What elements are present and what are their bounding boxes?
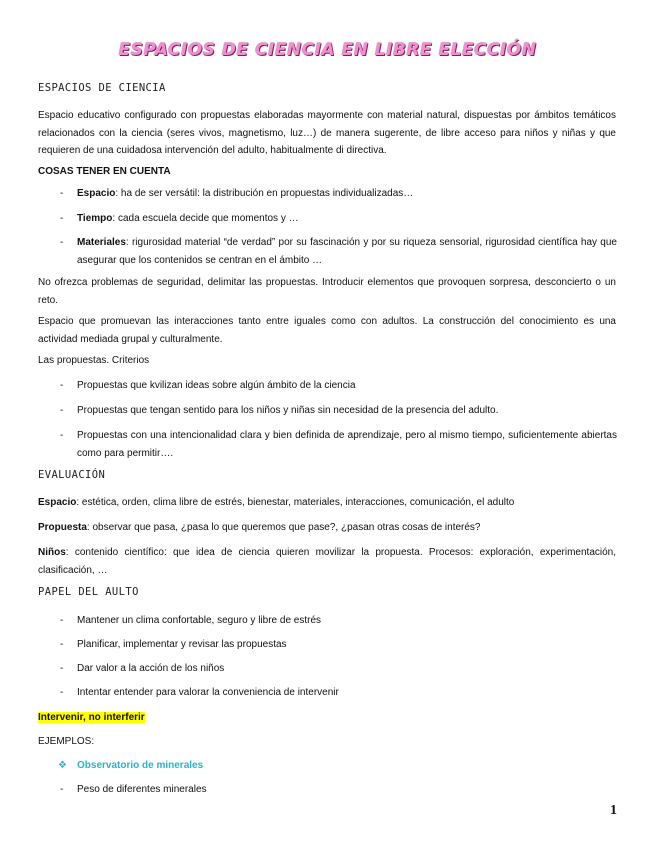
list-item-tiempo xyxy=(77,210,617,228)
list-item-papel: Intentar entender para valorar la conveniencia de intervenir xyxy=(77,687,339,698)
bullet-dash: - xyxy=(60,188,64,199)
section-heading-espacios: ESPACIOS DE CIENCIA xyxy=(38,82,166,94)
highlight-note xyxy=(38,709,145,727)
list-item-criterio: Propuestas con una intencionalidad clara y bien definida de aprendizaje, pero al mismo tiempo, suficientemente abiertas como para permitir…. xyxy=(77,430,617,459)
evaluacion-row xyxy=(38,519,616,537)
list-item-materiales xyxy=(77,234,617,269)
bullet-dash: - xyxy=(60,687,64,698)
bullet-dash: - xyxy=(60,615,64,626)
diamond-bullet-icon: ❖ xyxy=(58,760,67,771)
page-title: ESPACIOS DE CIENCIA EN LIBRE ELECCIÓN xyxy=(118,40,537,60)
item-text: : cada escuela decide que momentos y … xyxy=(112,213,299,224)
list-item-criterio: Propuestas que tengan sentido para los niños y niñas sin necesidad de la presencia del adulto. xyxy=(77,405,499,416)
list-item-espacio xyxy=(77,185,617,203)
list-item-papel: Planificar, implementar y revisar las propuestas xyxy=(77,639,287,650)
evaluacion-row xyxy=(38,544,616,579)
bullet-dash: - xyxy=(60,639,64,650)
page-number: 1 xyxy=(610,803,617,818)
item-text: : rigurosidad material “de verdad” por su fascinación y por su riqueza sensorial, rigurosidad científica hay que asegurar que los contenidos se centran en el ámbito … xyxy=(77,237,617,266)
section-heading-papel: PAPEL DEL AULTO xyxy=(38,586,139,598)
row-text: : estética, orden, clima libre de estrés, bienestar, materiales, interacciones, comunicación, el adulto xyxy=(76,497,515,508)
item-text: : ha de ser versátil: la distribución en propuestas individualizadas… xyxy=(115,188,414,199)
paragraph-interacciones: Espacio que promuevan las interacciones tanto entre iguales como con adultos. La construcción del conocimiento es una actividad mediada grupal y culturalmente. xyxy=(38,316,616,345)
bullet-dash: - xyxy=(60,237,64,248)
row-text: : observar que pasa, ¿pasa lo que queremos que pase?, ¿pasan otras cosas de interés? xyxy=(86,522,481,533)
intro-paragraph: Espacio educativo configurado con propuestas elaboradas mayormente con material natural, dispuestas por ámbitos temáticos relacionados con la ciencia (seres vivos, magnetismo, luz…) de manera sugerente, de libre acceso para niños y niñas y que requieren de una cuidadosa intervención del adulto, habitualmente di directiva. xyxy=(38,110,616,156)
term: Espacio xyxy=(77,188,116,199)
row-text: : contenido científico: que idea de ciencia quieren movilizar la propuesta. Procesos: exploración, experimentación, clasificación, … xyxy=(38,547,616,576)
bullet-dash: - xyxy=(60,430,64,441)
list-item-ejemplo: Peso de diferentes minerales xyxy=(77,784,207,795)
bullet-dash: - xyxy=(60,663,64,674)
term: Niños xyxy=(38,547,66,558)
term: Tiempo xyxy=(77,213,113,224)
criterios-label: Las propuestas. Criterios xyxy=(38,355,150,366)
term: Materiales xyxy=(77,237,126,248)
bullet-dash: - xyxy=(60,405,64,416)
ejemplos-label: EJEMPLOS: xyxy=(38,736,95,747)
cosas-heading: COSAS TENER EN CUENTA xyxy=(38,166,171,177)
bullet-dash: - xyxy=(60,784,64,795)
list-item-papel: Mantener un clima confortable, seguro y libre de estrés xyxy=(77,615,322,626)
example-subheading: Observatorio de minerales xyxy=(77,760,204,771)
bullet-dash: - xyxy=(60,213,64,224)
bullet-dash: - xyxy=(60,380,64,391)
section-heading-evaluacion: EVALUACIÓN xyxy=(38,469,106,481)
list-item-papel: Dar valor a la acción de los niños xyxy=(77,663,225,674)
term: Espacio xyxy=(38,497,77,508)
evaluacion-row xyxy=(38,494,616,512)
list-item-criterio: Propuestas que kvilizan ideas sobre algún ámbito de la ciencia xyxy=(77,380,356,391)
paragraph-seguridad: No ofrezca problemas de seguridad, delimitar las propuestas. Introducir elementos que provoquen sorpresa, desconcierto o un reto. xyxy=(38,277,616,306)
highlighted-text: Intervenir, no interferir xyxy=(38,712,145,723)
term: Propuesta xyxy=(38,522,87,533)
